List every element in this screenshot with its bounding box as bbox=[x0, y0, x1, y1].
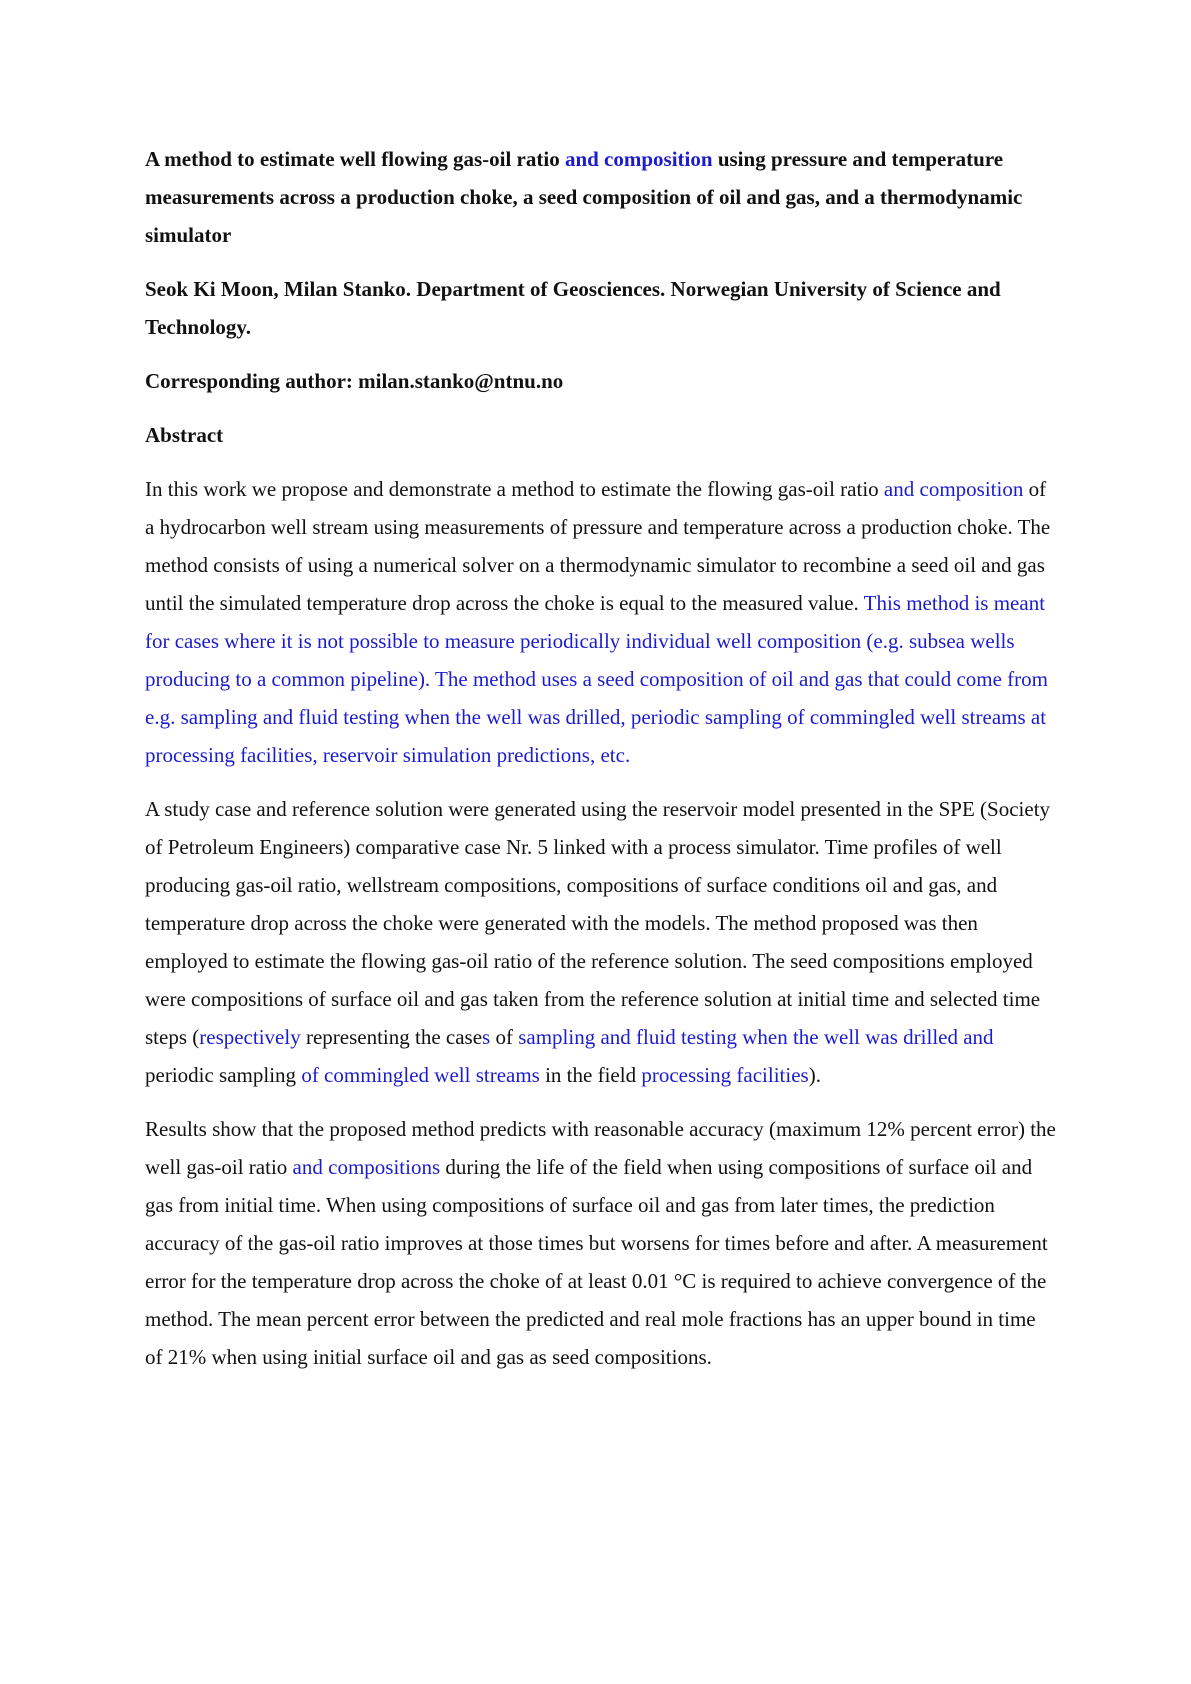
p3-text-2: during the life of the field when using compositions of surface oil and gas from initial time. When using compositions of surface oil and gas from later times, the prediction accuracy of the gas-oil ratio improves at those times but worsens for times before and after. A measurement error for the temperature drop across the choke of at least 0.01 °C is required to achieve convergence of the method. The mean percent error between the predicted and real mole fractions has an upper bound in time of 21% when using initial surface oil and gas as seed compositions. bbox=[145, 1155, 1048, 1369]
p2-text-6: ). bbox=[808, 1063, 821, 1087]
abstract-heading: Abstract bbox=[145, 423, 224, 447]
p2-text-5: in the field bbox=[539, 1063, 642, 1087]
p2-text-2: representing the case bbox=[300, 1025, 483, 1049]
abstract-paragraph-3 bbox=[145, 1110, 1057, 1376]
p3-text-1: Results show that the proposed method predicts with reasonable accuracy (maximum 12% percent error) the well gas-oil ratio bbox=[145, 1117, 1056, 1179]
abstract-paragraph-1 bbox=[145, 470, 1057, 774]
p2-revised-3: sampling and fluid testing when the well was drilled and bbox=[518, 1025, 994, 1049]
p2-revised-1: respectively bbox=[199, 1025, 301, 1049]
p2-revised-5: processing facilities bbox=[641, 1063, 809, 1087]
corresponding-author: Corresponding author: milan.stanko@ntnu.no bbox=[145, 369, 564, 393]
p2-revised-2: s bbox=[482, 1025, 491, 1049]
paper-page bbox=[145, 140, 1057, 1392]
p2-text-3: of bbox=[490, 1025, 519, 1049]
title-text-1: A method to estimate well flowing gas-oil ratio bbox=[145, 147, 565, 171]
p1-text-2: of a hydrocarbon well stream using measurements of pressure and temperature across a production choke. The method consists of using a numerical solver on a thermodynamic simulator to recombine a seed oil and gas until the simulated temperature drop across the choke is equal to the measured value. bbox=[145, 477, 1051, 615]
p1-revised-1: and composition bbox=[883, 477, 1024, 501]
abstract-paragraph-2 bbox=[145, 790, 1057, 1094]
p2-revised-4: of commingled well streams bbox=[301, 1063, 540, 1087]
title-revised-text: and composition bbox=[564, 147, 713, 171]
p2-text-4: periodic sampling bbox=[145, 1063, 302, 1087]
authors-affiliation: Seok Ki Moon, Milan Stanko. Department of Geosciences. Norwegian University of Science and Technology. bbox=[145, 277, 1001, 339]
title-text-2: using pressure and temperature measurements across a production choke, a seed composition of oil and gas, and a thermodynamic simulator bbox=[145, 147, 1023, 247]
p3-revised-1: and compositions bbox=[292, 1155, 441, 1179]
p1-text-1: In this work we propose and demonstrate a method to estimate the flowing gas-oil ratio bbox=[145, 477, 884, 501]
p2-text-1: A study case and reference solution were generated using the reservoir model presented in the SPE (Society of Petroleum Engineers) comparative case Nr. 5 linked with a process simulator. Time profiles of well producing gas-oil ratio, wellstream compositions, compositions of surface conditions oil and gas, and temperature drop across the choke were generated with the models. The method proposed was then employed to estimate the flowing gas-oil ratio of the reference solution. The seed compositions employed were compositions of surface oil and gas taken from the reference solution at initial time and selected time steps ( bbox=[145, 797, 1051, 1049]
paper-title bbox=[145, 140, 1057, 254]
p1-revised-2: This method is meant for cases where it is not possible to measure periodically individual well composition (e.g. subsea wells producing to a common pipeline). The method uses a seed composition of oil and gas that could come from e.g. sampling and fluid testing when the well was drilled, periodic sampling of commingled well streams at processing facilities, reservoir simulation predictions, etc. bbox=[145, 591, 1048, 767]
